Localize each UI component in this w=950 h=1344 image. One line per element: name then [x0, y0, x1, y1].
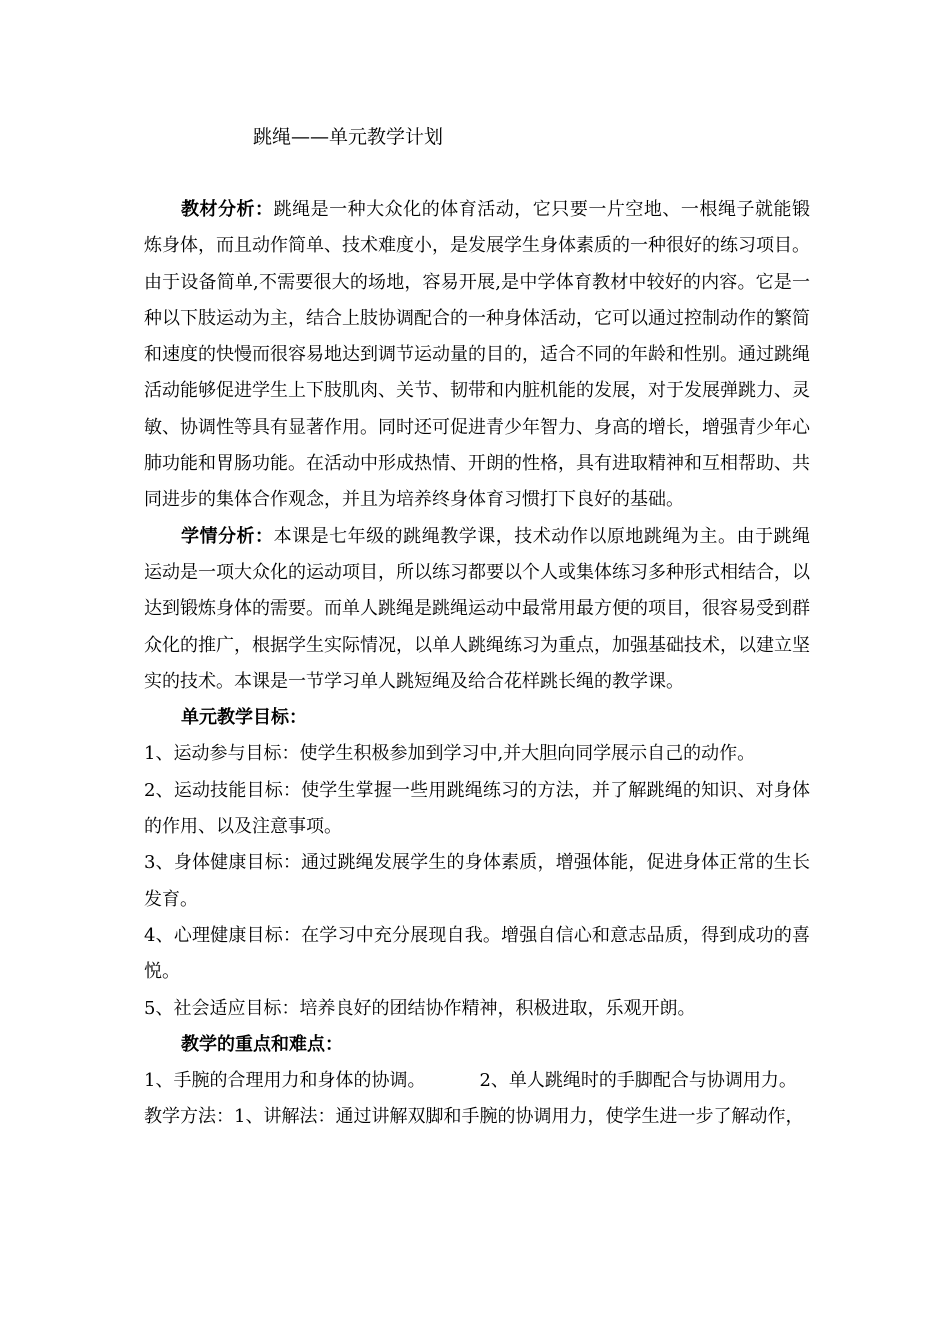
- document-title: 跳绳——单元教学计划: [253, 126, 444, 148]
- unit-goals-heading: 单元教学目标：: [181, 707, 307, 729]
- document-body: [144, 192, 810, 1136]
- key-point-2: 2、单人跳绳时的手脚配合与协调用力。: [479, 1070, 797, 1092]
- key-points-line: [144, 1063, 810, 1099]
- teaching-method-line: 教学方法：1、讲解法：通过讲解双脚和手腕的协调用力，使学生进一步了解动作，: [144, 1106, 804, 1128]
- student-analysis-label: 学情分析：: [181, 525, 274, 547]
- material-analysis-paragraph: [144, 192, 810, 519]
- material-analysis-text: 跳绳是一种大众化的体育活动，它只要一片空地、一根绳子就能锻炼身体，而且动作简单、技术难度小，是发展学生身体素质的一种很好的练习项目。由于设备简单,不需要很大的场地，容易开展,是中学体育教材中较好的内容。它是一种以下肢运动为主，结合上肢协调配合的一种身体活动，它可以通过控制动作的繁简和速度的快慢而很容易地达到调节运动量的目的，适合不同的年龄和性别。通过跳绳活动能够促进学生上下肢肌肉、关节、韧带和内脏机能的发展，对于发展弹跳力、灵敏、协调性等具有显著作用。同时还可促进青少年智力、身高的增长，增强青少年心肺功能和胃肠功能。在活动中形成热情、开朗的性格，具有进取精神和互相帮助、共同进步的集体合作观念，并且为培养终身体育习惯打下良好的基础。: [144, 199, 810, 511]
- unit-goal-item: 1、运动参与目标：使学生积极参加到学习中,并大胆向同学展示自己的动作。: [144, 743, 756, 765]
- material-analysis-label: 教材分析：: [181, 199, 274, 220]
- student-analysis-paragraph: [144, 519, 810, 700]
- unit-goal-item: 2、运动技能目标：使学生掌握一些用跳绳练习的方法，并了解跳绳的知识、对身体的作用、以及注意事项。: [144, 779, 810, 838]
- key-points-gap: [425, 1063, 479, 1099]
- unit-goal-item: 3、身体健康目标：通过跳绳发展学生的身体素质，增强体能，促进身体正常的生长发育。: [144, 852, 810, 910]
- key-points-heading: 教学的重点和难点：: [181, 1033, 343, 1055]
- student-analysis-text: 本课是七年级的跳绳教学课，技术动作以原地跳绳为主。由于跳绳运动是一项大众化的运动项目，所以练习都要以个人或集体练习多种形式相结合，以达到锻炼身体的需要。而单人跳绳是跳绳运动中最常用最方便的项目，很容易受到群众化的推广，根据学生实际情况，以单人跳绳练习为重点，加强基础技术，以建立坚实的技术。本课是一节学习单人跳短绳及给合花样跳长绳的教学课。: [144, 525, 810, 692]
- unit-goal-item: 4、心理健康目标：在学习中充分展现自我。增强自信心和意志品质，得到成功的喜悦。: [144, 924, 810, 983]
- key-point-1: 1、手腕的合理用力和身体的协调。: [144, 1070, 426, 1092]
- unit-goal-item: 5、社会适应目标：培养良好的团结协作精神，积极进取，乐观开朗。: [144, 997, 696, 1019]
